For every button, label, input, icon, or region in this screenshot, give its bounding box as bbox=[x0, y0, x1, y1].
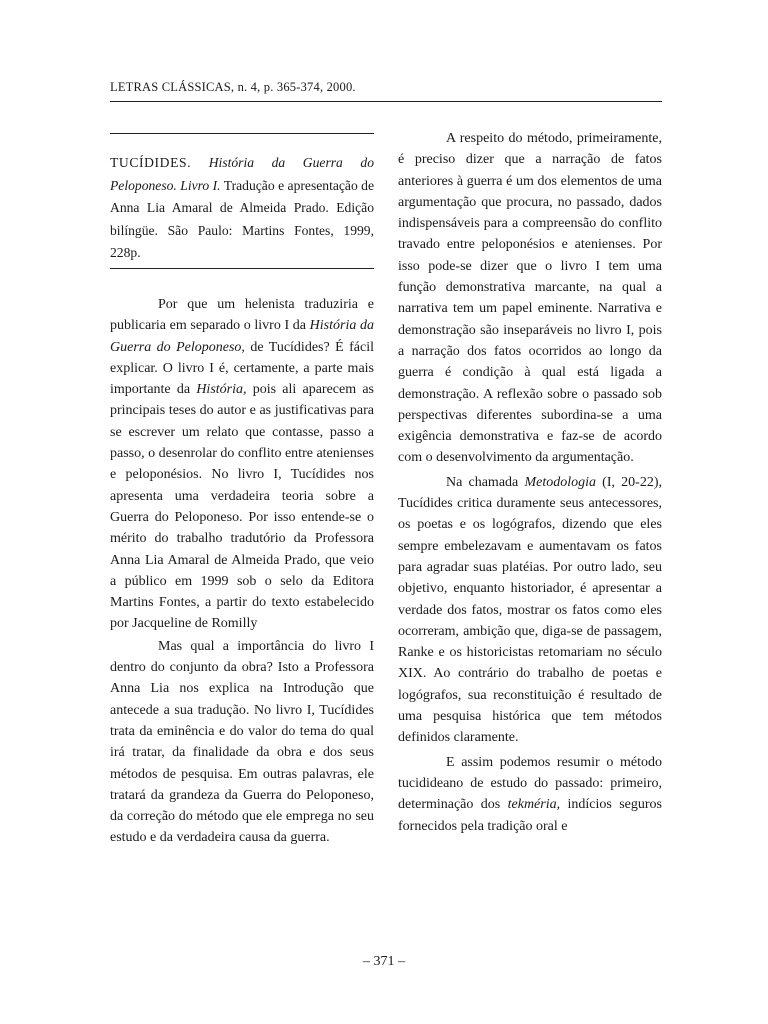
text-run: Por que um helenista traduziria e publicaria em separado o livro I da bbox=[110, 297, 374, 334]
paragraph bbox=[398, 752, 662, 837]
paragraph: Mas qual a importância do livro I dentro do conjunto da obra? Isto a Professora Anna Lia nos explica na Introdução que antecede a sua tradução. No livro I, Tucídides trata da eminência e do valor do tema do qual irá tratar, da finalidade da obra e dos seus métodos de pesquisa. Em outras palavras, ele tratará da grandeza da Guerra do Peloponeso, da correção do método que ele emprega no seu estudo e da verdadeira causa da guerra. bbox=[110, 638, 374, 846]
paragraph: A respeito do método, primeiramente, é preciso dizer que a narração de fatos anteriores à guerra é um dos elementos de uma argumentação que procura, no passado, dados indispensáveis para a compreensão do conflito travado entre peloponésios e atenienses. Por isso pode-se dizer que o livro I tem uma função demonstrativa marcante, na qual a narrativa tem um papel eminente. Narrativa e demonstração são inseparáveis no livro I, pois a narração dos fatos ocorridos ao longo da guerra é condição à qual está ligada a demonstração. A reflexão sobre o passado sob perspectivas diferentes subordina-se a uma exigência demonstrativa e faz-se de acordo com o desenvolvimento da argumentação. bbox=[398, 131, 662, 466]
paragraph bbox=[110, 294, 374, 635]
header-rule bbox=[110, 101, 662, 102]
reference-title: História da Guerra do Peloponeso. Livro I. bbox=[110, 155, 374, 193]
page-number: – 371 – bbox=[363, 954, 405, 969]
reference-details: Tradução e apresentação de Anna Lia Amaral de Almeida Prado. Edição bilíngüe. São Paulo: Martins Fontes, 1999, 228p. bbox=[110, 177, 375, 260]
right-column bbox=[398, 128, 662, 837]
text-run: Na chamada bbox=[446, 474, 525, 490]
reference-bottom-rule bbox=[110, 268, 374, 269]
running-head: LETRAS CLÁSSICAS, n. 4, p. 365-374, 2000. bbox=[110, 80, 356, 94]
book-title: História da Guerra do Peloponeso bbox=[110, 318, 374, 355]
reference-author: TUCÍDIDES. bbox=[110, 155, 192, 170]
text-run: (I, 20-22), Tucídides critica duramente seus antecessores, os poetas e os logógrafos, dizendo que eles sempre embelezavam e aumentavam os fatos para agradar suas platéias. Por outro lado, seu objetivo, enquanto historiador, é apresentar a verdade dos fatos, mostrar os fatos como eles ocorreram, ambição que, diga-se de passagem, Ranke e os historicistas retomariam no século XIX. Ao contrário do trabalho de poetas e logógrafos, sua reconstituição é resultado de uma pesquisa histórica que tem métodos definidos claramente. bbox=[398, 474, 662, 746]
italic-term: Metodologia bbox=[524, 474, 596, 490]
paragraph bbox=[398, 472, 662, 749]
text-run: , de Tucídides? É fácil explicar. O livro I é, certamente, a parte mais importante da bbox=[110, 339, 374, 398]
text-run: E assim podemos resumir o método tucidideano de estudo do passado: primeiro, determinação dos bbox=[398, 754, 662, 813]
book-reference bbox=[110, 152, 374, 265]
text-run: , indícios seguros fornecidos pela tradição oral e bbox=[398, 797, 662, 834]
left-column bbox=[110, 294, 374, 849]
reference-top-rule bbox=[110, 133, 374, 134]
italic-term: tekméria bbox=[507, 797, 557, 813]
text-run: , pois ali aparecem as principais teses do autor e as justificativas para se escrever um relato que contasse, passo a passo, o desenrolar do conflito entre atenienses e peloponésios. No livro I, Tucídides nos apresenta uma verdadeira teoria sobre a Guerra do Peloponeso. Por isso entende-se o mérito do trabalho tradutório da Professora Anna Lia Amaral de Almeida Prado, que veio a público em 1999 sob o selo da Editora Martins Fontes, a partir do texto estabelecido por Jacqueline de Romilly bbox=[110, 382, 374, 632]
book-title: História bbox=[196, 382, 243, 398]
